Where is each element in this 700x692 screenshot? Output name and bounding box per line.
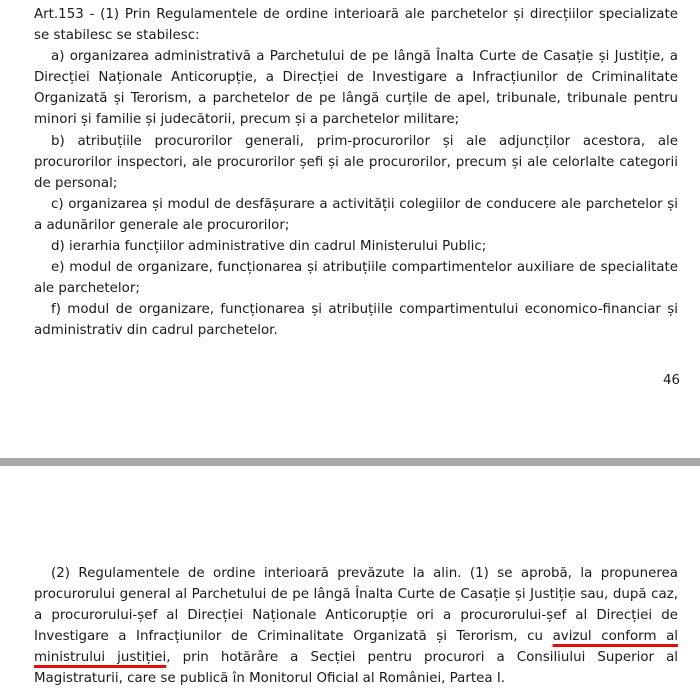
page-number: 46 (662, 373, 680, 388)
paragraph-2-text (34, 563, 678, 690)
article-paragraph-2 (34, 563, 678, 690)
article-body (34, 4, 678, 342)
list-item: a) organizarea administrativă a Parchetului de pe lângă Înalta Curte de Casație și Justiție, a Direcției Naționale Anticorupție, a Direcției de Investigare a Infracțiunilor de Criminalitate Organizată și Terorism, a parchetelor de pe lângă curțile de apel, tribunale, tribunale pentru minori și familie și judecătorii, precum și a parchetelor militare; (34, 49, 678, 128)
list-item: b) atribuțiile procurorilor generali, prim-procurorilor și ale adjuncților acestora, ale procurorilor inspectori, ale procurorilor șefi și ale procurorilor, precum și ale celorlalte categorii de personal; (34, 133, 678, 191)
list-item: e) modul de organizare, funcționarea și atribuțiile compartimentelor auxiliare de specialitate ale parchetelor; (34, 260, 678, 297)
list-item: d) ierarhia funcțiilor administrative din cadrul Ministerului Public; (51, 239, 487, 255)
paragraph-text-before: (2) Regulamentele de ordine interioară prevăzute la alin. (1) se aprobă, la propunerea procurorului general al Parchetului de pe lângă Înalta Curte de Casație și Justiție sau, după caz, a procurorului-șef al Direcției Naționale Anticorupție ori a procurorului-șef al Direcției de Investigare a Infracțiunilor de Criminalitate Organizată și Terorism, cu (34, 566, 678, 645)
article-intro: Art.153 - (1) Prin Regulamentele de ordine interioară ale parchetelor și direcțiilor specializate se stabilesc se stabilesc: (34, 7, 678, 44)
highlighted-phrase: avizul conform al ministrului justiției (34, 629, 678, 666)
paragraph-text-after: , prin hotărâre a Secției pentru procurori a Consiliului Superior al Magistraturii, care se publică în Monitorul Oficial al României, Partea I. (34, 650, 678, 687)
list-item: f) modul de organizare, funcționarea și atribuțiile compartimentului economico-financiar și administrativ din cadrul parchetelor. (34, 302, 678, 339)
document-page-bottom (0, 466, 700, 692)
list-item: c) organizarea și modul de desfășurare a activității colegiilor de conducere ale parchetelor și a adunărilor generale ale procurorilor; (34, 196, 678, 233)
page-separator (0, 458, 700, 466)
